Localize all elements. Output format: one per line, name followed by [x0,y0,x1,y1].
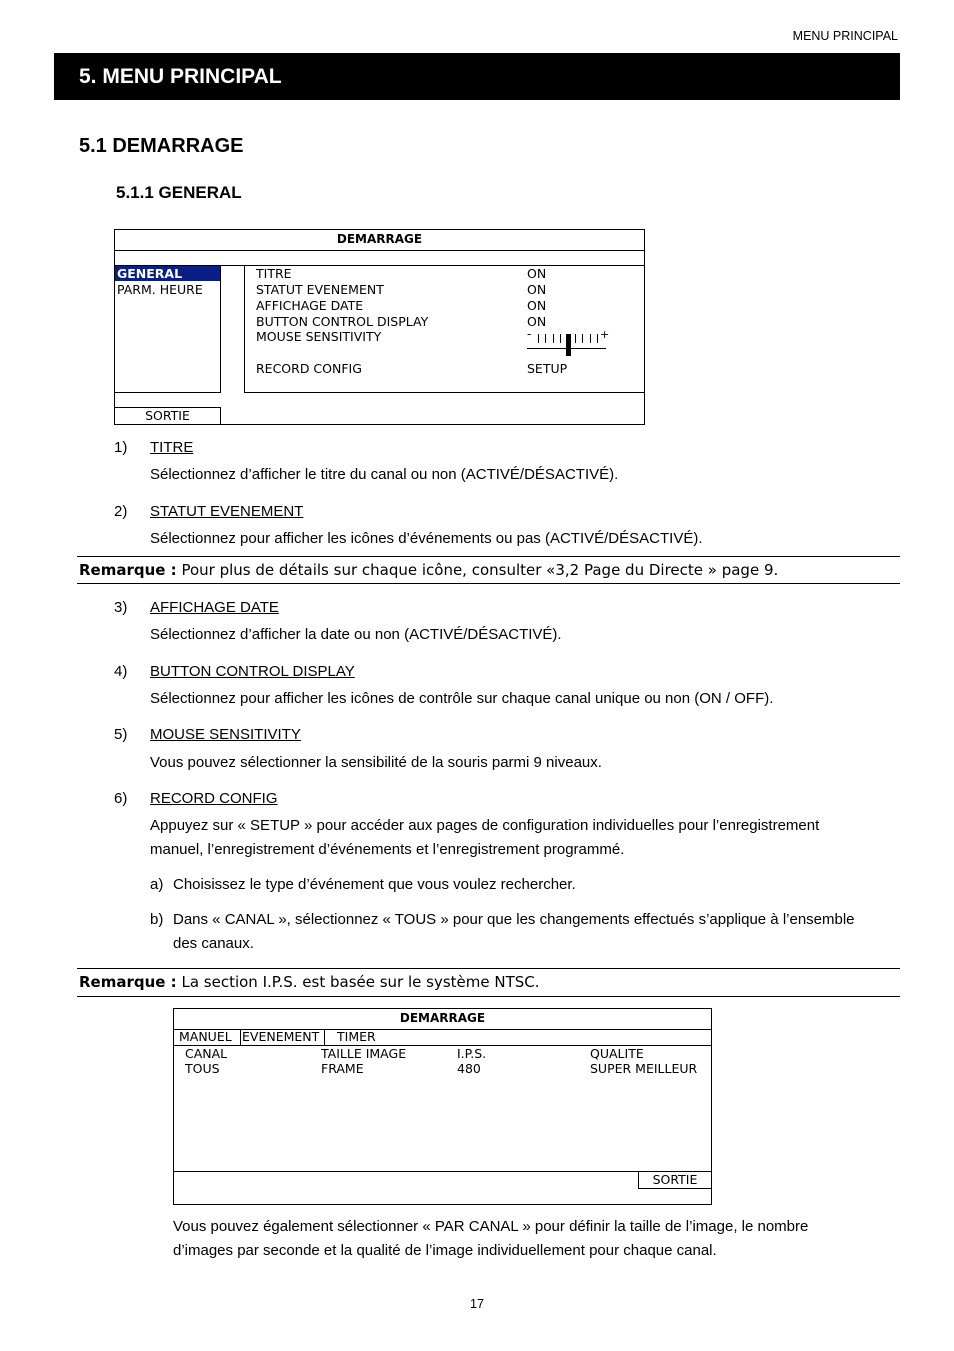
menu1-row-value-button[interactable]: ON [527,314,547,329]
slider-tick [597,334,598,343]
menu1-divider-top [114,250,645,251]
item-6-desc-line1: Appuyez sur « SETUP » pour accéder aux pages de configuration individuelles pour l’enregistrement [150,817,820,834]
item-1-title: TITRE [150,439,194,456]
remark1-top-rule [77,556,900,557]
item-3-number: 3) [114,599,128,616]
menu1-row-value-record[interactable]: SETUP [527,361,568,376]
page-number: 17 [470,1297,484,1311]
tab-timer[interactable]: TIMER [337,1029,376,1044]
slider-tick [590,334,591,343]
subsection-title: 5.1.1 GENERAL [116,183,242,202]
slider-tick [582,334,583,343]
menu1-row-value-statut[interactable]: ON [527,282,547,297]
menu1-row-value-titre[interactable]: ON [527,266,547,281]
subitem-b-text-line1: Dans « CANAL », sélectionnez « TOUS » pour que les changements effectués s’applique à l’ensemble [173,911,855,928]
remark2-text: La section I.P.S. est basée sur le système NTSC. [176,973,540,991]
remark2-top-rule [77,968,900,969]
running-header: MENU PRINCIPAL [792,29,898,43]
menu2-divider-bottom [173,1171,712,1172]
menu1-row-label-titre: TITRE [256,266,292,281]
slider-tick [545,334,546,343]
chapter-title: 5. MENU PRINCIPAL [54,53,900,100]
column-header-taille: TAILLE IMAGE [321,1046,407,1061]
menu1-sidebar-item-general[interactable]: GENERAL [115,266,220,281]
item-1-desc: Sélectionnez d’afficher le titre du canal ou non (ACTIVÉ/DÉSACTIVÉ). [150,466,619,483]
closing-line1: Vous pouvez également sélectionner « PAR CANAL » pour définir la taille de l’image, le nombre [173,1218,809,1235]
cell-taille[interactable]: FRAME [321,1061,364,1076]
item-4-number: 4) [114,663,128,680]
menu1-title: DEMARRAGE [336,232,423,246]
slider-tick [560,334,561,343]
tab-manuel[interactable]: MANUEL [179,1029,232,1044]
slider-tick [575,334,576,343]
subitem-a-number: a) [150,876,164,893]
item-3-title: AFFICHAGE DATE [150,599,279,616]
menu1-row-label-mouse: MOUSE SENSITIVITY [256,329,382,344]
cell-qualite[interactable]: SUPER MEILLEUR [590,1061,698,1076]
menu1-row-label-statut: STATUT EVENEMENT [256,282,384,297]
remark2 [79,973,540,991]
item-5-title: MOUSE SENSITIVITY [150,726,301,743]
item-1-number: 1) [114,439,128,456]
column-header-canal: CANAL [185,1046,228,1061]
item-2-desc: Sélectionnez pour afficher les icônes d’événements ou pas (ACTIVÉ/DÉSACTIVÉ). [150,530,703,547]
mouse-sensitivity-slider[interactable] [527,329,609,355]
slider-tick [553,334,554,343]
menu1-row-label-affichage: AFFICHAGE DATE [256,298,364,313]
item-6-desc-line2: manuel, l’enregistrement d’événements et l’enregistrement programmé. [150,841,625,858]
item-5-number: 5) [114,726,128,743]
item-3-desc: Sélectionnez d’afficher la date ou non (ACTIVÉ/DÉSACTIVÉ). [150,626,562,643]
section-title: 5.1 DEMARRAGE [79,135,244,157]
closing-line2: d’images par seconde et la qualité de l’image individuellement pour chaque canal. [173,1242,717,1259]
cell-canal[interactable]: TOUS [185,1061,220,1076]
menu1-exit-label: SORTIE [145,408,190,423]
remark2-bottom-rule [77,996,900,997]
menu2-tab-sep-2 [324,1029,325,1045]
slider-minus: - [527,327,532,341]
subitem-b-number: b) [150,911,164,928]
column-header-qualite: QUALITE [590,1046,644,1061]
menu2-tab-sep-1 [240,1029,241,1045]
item-4-title: BUTTON CONTROL DISPLAY [150,663,355,680]
subitem-b-text-line2: des canaux. [173,935,254,952]
tab-evenement[interactable]: EVENEMENT [242,1029,320,1044]
menu1-row-label-record: RECORD CONFIG [256,361,362,376]
remark1-text: Pour plus de détails sur chaque icône, consulter «3,2 Page du Directe » page 9. [176,561,779,579]
column-header-ips: I.P.S. [457,1046,487,1061]
remark2-label: Remarque : [79,973,177,991]
item-6-title: RECORD CONFIG [150,790,278,807]
item-2-number: 2) [114,503,128,520]
slider-plus: + [600,328,610,341]
slider-thumb[interactable] [566,334,571,356]
menu2-exit-label: SORTIE [652,1172,698,1187]
item-5-desc: Vous pouvez sélectionner la sensibilité de la souris parmi 9 niveaux. [150,754,602,771]
menu1-row-value-affichage[interactable]: ON [527,298,547,313]
menu1-row-label-button: BUTTON CONTROL DISPLAY [256,314,429,329]
menu1-sidebar-item-parm-heure[interactable]: PARM. HEURE [117,282,203,297]
slider-tick [538,334,539,343]
remark1-label: Remarque : [79,561,177,579]
cell-ips[interactable]: 480 [457,1061,481,1076]
remark1-bottom-rule [77,583,900,584]
item-2-title: STATUT EVENEMENT [150,503,304,520]
subitem-a-text: Choisissez le type d’événement que vous voulez rechercher. [173,876,576,893]
item-6-number: 6) [114,790,128,807]
menu2-title: DEMARRAGE [399,1011,486,1025]
remark1 [79,561,778,579]
item-4-desc: Sélectionnez pour afficher les icônes de contrôle sur chaque canal unique ou non (ON / OFF). [150,690,774,707]
